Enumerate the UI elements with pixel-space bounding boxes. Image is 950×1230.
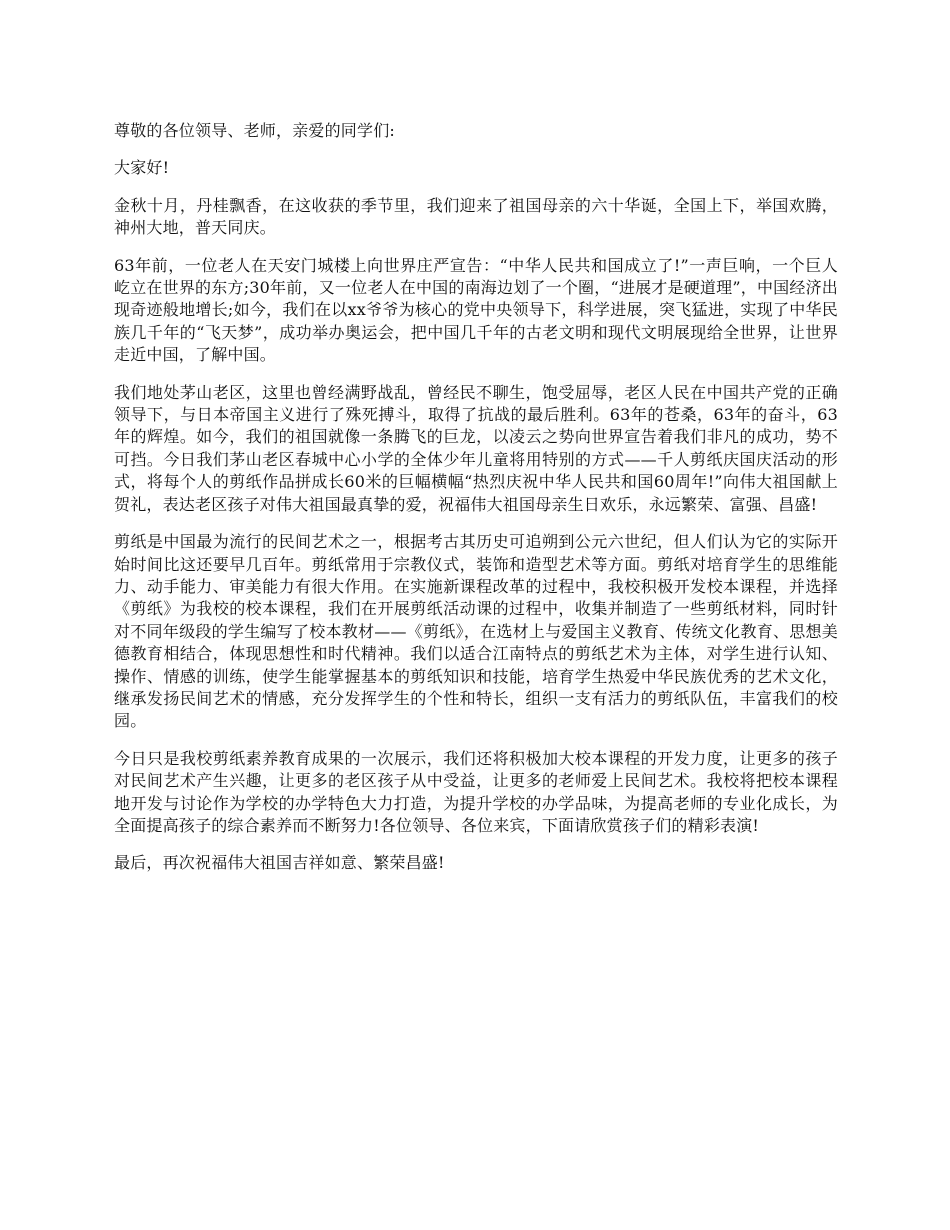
paragraph-showcase: 今日只是我校剪纸素养教育成果的一次展示，我们还将积极加大校本课程的开发力度，让更多的孩子对民间艺术产生兴趣，让更多的老区孩子从中受益，让更多的老师爱上民间艺术。我校将把校本课程地开发与讨论作为学校的办学特色大力打造，为提升学校的办学品味，为提高老师的专业化成长，为全面提高孩子的综合素养而不断努力!各位领导、各位来宾，下面请欣赏孩子们的精彩表演! <box>114 748 838 835</box>
paragraph-history: 63年前，一位老人在天安门城楼上向世界庄严宣告：“中华人民共和国成立了!”一声巨响，一个巨人屹立在世界的东方;30年前，又一位老人在中国的南海边划了一个圈，“进展才是硬道理”，中国经济出现奇迹般地增长;如今，我们在以xx爷爷为核心的党中央领导下，科学进展，突飞猛进，实现了中华民族几千年的“飞天梦”，成功举办奥运会，把中国几千年的古老文明和现代文明展现给全世界，让世界走近中国，了解中国。 <box>114 255 838 365</box>
greeting: 大家好! <box>114 158 170 178</box>
salutation: 尊敬的各位领导、老师，亲爱的同学们: <box>114 121 395 140</box>
document-body <box>114 120 838 890</box>
paragraph-maoshan: 我们地处茅山老区，这里也曾经满野战乱，曾经民不聊生，饱受屈辱，老区人民在中国共产党的正确领导下，与日本帝国主义进行了殊死搏斗，取得了抗战的最后胜利。63年的苍桑，63年的奋斗，63年的辉煌。如今，我们的祖国就像一条腾飞的巨龙，以凌云之势向世界宣告着我们非凡的成功，势不可挡。今日我们茅山老区春城中心小学的全体少年儿童将用特别的方式——千人剪纸庆国庆活动的形式，将每个人的剪纸作品拼成长60米的巨幅横幅“热烈庆祝中华人民共和国60周年!”向伟大祖国献上贺礼，表达老区孩子对伟大祖国最真挚的爱，祝福伟大祖国母亲生日欢乐，永远繁荣、富强、昌盛! <box>114 382 838 514</box>
paragraph-papercut: 剪纸是中国最为流行的民间艺术之一，根据考古其历史可追朔到公元六世纪，但人们认为它的实际开始时间比这还要早几百年。剪纸常用于宗教仪式，装饰和造型艺术等方面。剪纸对培育学生的思维能力、动手能力、审美能力有很大作用。在实施新课程改革的过程中，我校积极开发校本课程，并选择《剪纸》为我校的校本课程，我们在开展剪纸活动课的过程中，收集并制造了一些剪纸材料，同时针对不同年级段的学生编写了校本教材——《剪纸》，在选材上与爱国主义教育、传统文化教育、思想美德教育相结合，体现思想性和时代精神。我们以适合江南特点的剪纸艺术为主体，对学生进行认知、操作、情感的训练，使学生能掌握基本的剪纸知识和技能，培育学生热爱中华民族优秀的艺术文化，继承发扬民间艺术的情感，充分发挥学生的个性和特长，组织一支有活力的剪纸队伍，丰富我们的校园。 <box>114 532 838 731</box>
paragraph-autumn: 金秋十月，丹桂飘香，在这收获的季节里，我们迎来了祖国母亲的六十华诞，全国上下，举国欢腾，神州大地，普天同庆。 <box>114 195 838 238</box>
closing-blessing: 最后，再次祝福伟大祖国吉祥如意、繁荣昌盛! <box>114 853 445 873</box>
